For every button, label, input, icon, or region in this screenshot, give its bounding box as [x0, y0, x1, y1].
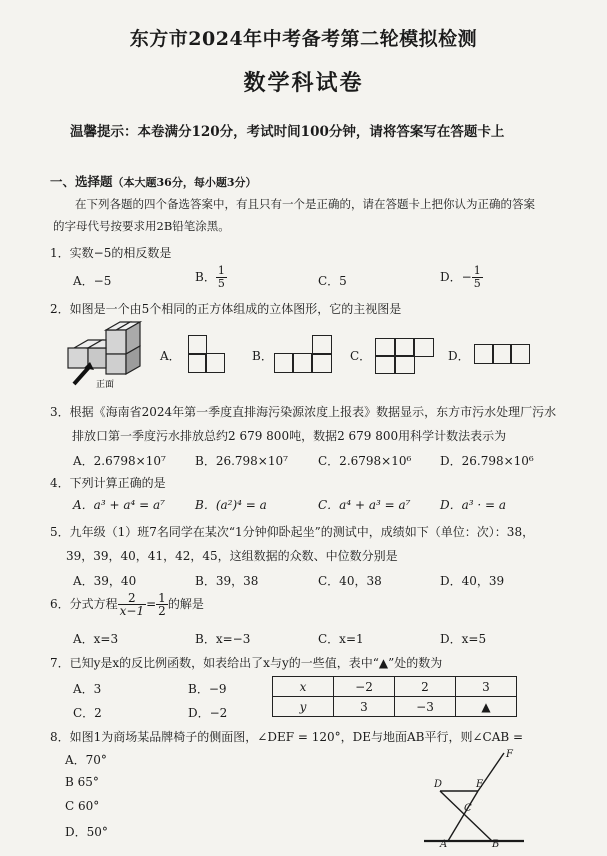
q6-option-b: B．x=−3	[195, 632, 251, 646]
label-e: E	[476, 779, 484, 790]
q6-stem-pre: 6．分式方程	[50, 597, 118, 611]
q1-option-c: C．5	[318, 274, 347, 288]
front-label: 正面	[96, 380, 115, 390]
q6-fraction-left	[118, 592, 146, 617]
q5-option-b: B．39，38	[195, 574, 259, 588]
label-a: A	[440, 839, 448, 849]
q1-option-b-fraction	[216, 265, 227, 290]
label-f: F	[506, 749, 513, 760]
q4-stem: 4．下列计算正确的是	[50, 476, 166, 490]
q8-stem: 8．如图1为商场某品牌椅子的侧面图，∠DEF = 120°，DE与地面AB平行，则∠CAB =	[50, 730, 524, 744]
q8-option-d: D．50°	[65, 825, 108, 839]
q3-option-c: C．2.6798×10⁶	[318, 454, 412, 468]
label-b: B	[492, 839, 500, 849]
table-cell: 3	[456, 677, 517, 697]
table-cell: y	[273, 697, 334, 717]
exam-title: 东方市2024年中考备考第二轮模拟检测	[129, 28, 478, 50]
q7-option-c: C．2	[73, 706, 102, 720]
q2-c-box	[394, 355, 415, 374]
instruction-line-1: 在下列各题的四个备选答案中，有且只有一个是正确的，请在答题卡上把你认为正确的答案	[75, 197, 535, 211]
table-cell: −3	[395, 697, 456, 717]
q1-option-d-fraction	[472, 265, 483, 290]
table-cell: x	[273, 677, 334, 697]
q8-option-a: A．70°	[65, 753, 107, 767]
q3-option-a: A．2.6798×10⁷	[73, 454, 166, 468]
leg-db	[440, 791, 492, 841]
q2-a-box	[205, 353, 225, 373]
q2-b-box	[312, 335, 332, 355]
q1-d-numerator: 1	[473, 264, 481, 277]
q4-option-b: B．(a²)⁴ = a	[195, 498, 267, 512]
q5-stem-line-1: 5．九年级（1）班7名同学在某次“1分钟仰卧起坐”的测试中，成绩如下（单位：次）：38，	[50, 525, 535, 539]
q6-right-numerator: 1	[158, 591, 166, 605]
q2-b-box	[274, 353, 294, 373]
section-heading	[50, 172, 256, 190]
table-row	[273, 697, 517, 717]
table-cell: 2	[395, 677, 456, 697]
section-title: 一、选择题	[50, 174, 113, 189]
q1-stem: 1．实数−5的相反数是	[50, 246, 172, 260]
exam-tip: 温馨提示：本卷满分120分，考试时间100分钟，请将答案写在答题卡上	[70, 124, 505, 140]
q3-stem-line-1: 3．根据《海南省2024年第一季度直排海污染源浓度上报表》数据显示，东方市污水处理厂污水	[50, 405, 557, 419]
q2-c-box	[375, 355, 396, 374]
q6-stem-post: 的解是	[167, 597, 204, 611]
q2-b-box	[292, 353, 313, 373]
q2-option-a: A．	[160, 349, 181, 363]
q8-chair-diagram	[420, 745, 530, 849]
q3-stem-line-2: 排放口第一季度污水排放总约2 679 800吨，数据2 679 800用科学计数法表示为	[72, 429, 507, 443]
q7-option-d: D．−2	[188, 706, 228, 720]
q2-d-box	[492, 344, 512, 364]
q5-option-a: A．39，40	[73, 574, 137, 588]
q2-option-b: B．	[252, 349, 273, 363]
q7-option-a: A．3	[73, 682, 102, 696]
q2-b-box	[311, 353, 332, 373]
q6-option-c: C．x=1	[318, 632, 364, 646]
table-cell: 3	[334, 697, 395, 717]
q2-a-box	[188, 335, 207, 355]
q7-value-table	[272, 676, 517, 717]
q8-option-c: C 60°	[65, 799, 100, 813]
q1-option-b	[195, 265, 227, 290]
q6-equals: =	[146, 597, 157, 611]
q5-stem-line-2: 39，39，40，41，42，45，这组数据的众数、中位数分别是	[66, 549, 398, 563]
q7-option-b: B．−9	[188, 682, 227, 696]
section-note: （本大题36分，每小题3分）	[112, 176, 257, 189]
instruction-line-2: 的字母代号按要求用2B铅笔涂黑。	[53, 219, 230, 233]
q1-option-a: A．−5	[73, 274, 112, 288]
q5-option-c: C．40，38	[318, 574, 382, 588]
q6-option-a: A．x=3	[73, 632, 119, 646]
q1-option-d-label: D．−	[440, 270, 472, 284]
leg-ea	[448, 791, 478, 841]
q4-option-d: D．a³ · = a	[440, 498, 507, 512]
q2-d-box	[474, 344, 494, 364]
q2-stem: 2．如图是一个由5个相同的正方体组成的立体图形，它的主视图是	[50, 302, 402, 316]
q6-fraction-right	[156, 592, 168, 617]
q1-d-denominator: 5	[473, 277, 481, 290]
exam-subtitle: 数学科试卷	[243, 70, 364, 96]
label-d: D	[434, 779, 443, 790]
q6-left-denominator: x−1	[119, 604, 145, 618]
q3-option-d: D．26.798×10⁶	[440, 454, 534, 468]
q2-c-box	[413, 338, 434, 357]
q7-stem: 7．已知y是x的反比例函数，如表给出了x与y的一些值，表中“▲”处的数为	[50, 656, 443, 670]
table-row	[273, 677, 517, 697]
table-cell: ▲	[456, 697, 517, 717]
q3-option-b: B．26.798×10⁷	[195, 454, 288, 468]
table-cell: −2	[334, 677, 395, 697]
q8-option-b: B 65°	[65, 775, 99, 789]
q6-stem	[50, 592, 204, 617]
q6-option-d: D．x=5	[440, 632, 487, 646]
q2-d-box	[510, 344, 530, 364]
q1-b-numerator: 1	[217, 264, 225, 277]
q6-right-denominator: 2	[158, 604, 166, 618]
label-c: C	[464, 803, 472, 814]
q2-option-c: C．	[350, 349, 372, 363]
q1-option-d	[440, 265, 483, 290]
q5-option-d: D．40，39	[440, 574, 505, 588]
q4-option-c: C．a⁴ + a³ = a⁷	[318, 498, 411, 512]
q1-b-denominator: 5	[217, 277, 225, 290]
q2-cube-figure	[64, 318, 144, 390]
q6-left-numerator: 2	[118, 592, 146, 605]
q1-option-b-label: B．	[195, 270, 216, 284]
q4-option-a: A．a³ + a⁴ = a⁷	[73, 498, 165, 512]
q2-option-d: D．	[448, 349, 470, 363]
